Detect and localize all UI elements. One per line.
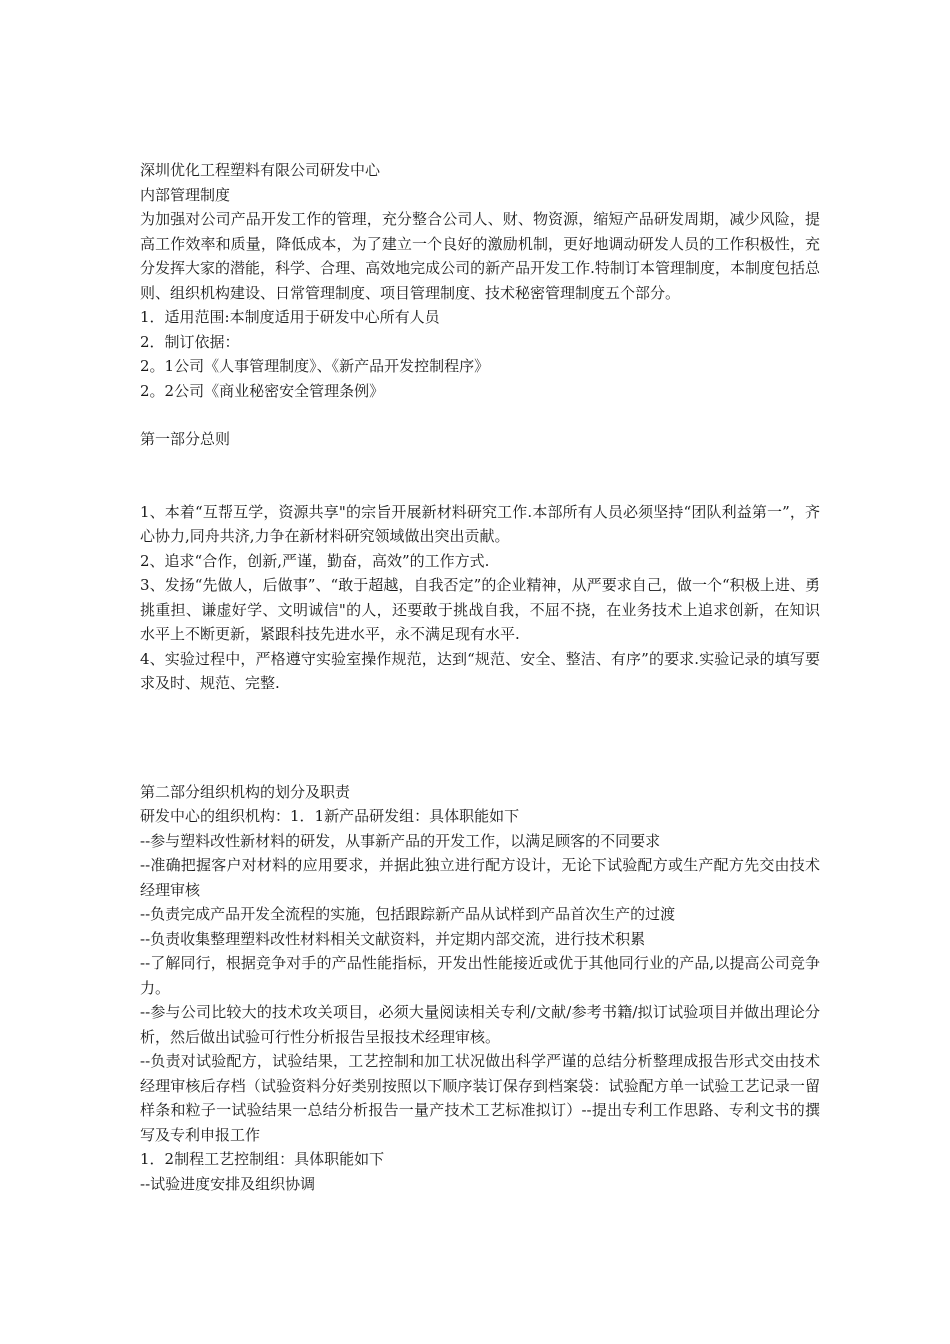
intro-paragraph: 为加强对公司产品开发工作的管理，充分整合公司人、财、物资源，缩短产品研发周期，减少风险，提高工作效率和质量，降低成本，为了建立一个良好的激励机制，更好地调动研发人员的工作积极性，充分发挥大家的潜能，科学、合理、高效地完成公司的新产品开发工作.特制订本管理制度，本制度包括总则、组织机构建设、日常管理制度、项目管理制度、技术秘密管理制度五个部分。 — [140, 210, 820, 302]
part1-item: 1、本着“互帮互学，资源共享"的宗旨开展新材料研究工作.本部所有人员必须坚持“团队利益第一”，齐心协力,同舟共济,力争在新材料研究领域做出突出贡献。 — [140, 502, 820, 545]
basis-item-2: 2。2公司《商业秘密安全管理条例》 — [140, 381, 385, 400]
part2-heading: 第二部分组织机构的划分及职责 — [140, 782, 351, 801]
group2-duty: --试验进度安排及组织协调 — [140, 1174, 316, 1193]
scope-line: 1．适用范围:本制度适用于研发中心所有人员 — [140, 308, 440, 326]
document-title: 深圳优化工程塑料有限公司研发中心 — [140, 161, 381, 179]
document-subtitle: 内部管理制度 — [140, 185, 231, 204]
duty-item: --了解同行，根据竞争对手的产品性能指标，开发出性能接近或优于其他同行业的产品,以提高公司竞争力。 — [140, 954, 820, 997]
group2-line: 1．2制程工艺控制组：具体职能如下 — [140, 1150, 385, 1168]
part1-item: 3、发扬“先做人，后做事”、“敢于超越，自我否定”的企业精神，从严要求自己，做一个“积极上进、勇挑重担、谦虚好学、文明诚信"的人，还要敢于挑战自我，不屈不挠，在业务技术上追求创新，在知识水平上不断更新，紧跟科技先进水平，永不满足现有水平. — [140, 576, 820, 643]
basis-label: 2．制订依据： — [140, 332, 240, 351]
duty-item: --准确把握客户对材料的应用要求，并据此独立进行配方设计，无论下试验配方或生产配方先交由技术经理审核 — [140, 856, 820, 899]
duty-item: --参与塑料改性新材料的研发，从事新产品的开发工作，以满足顾客的不同要求 — [140, 831, 661, 850]
duty-item: --负责收集整理塑料改性材料相关文献资料，并定期内部交流，进行技术积累 — [140, 929, 646, 948]
part1-item: 2、追求“合作，创新,严谨，勤奋，高效”的工作方式. — [140, 551, 490, 570]
part1-heading: 第一部分总则 — [140, 430, 231, 448]
document-page — [140, 158, 820, 1196]
org-line: 研发中心的组织机构：1．1新产品研发组：具体职能如下 — [140, 807, 520, 825]
part1-item: 4、实验过程中，严格遵守实验室操作规范，达到“规范、安全、整洁、有序”的要求.实验记录的填写要求及时、规范、完整. — [140, 649, 820, 692]
spacer — [140, 403, 820, 427]
spacer — [140, 696, 820, 780]
spacer — [140, 452, 820, 500]
duty-item: --负责对试验配方，试验结果，工艺控制和加工状况做出科学严谨的总结分析整理成报告形式交由技术经理审核后存档（试验资料分好类别按照以下顺序装订保存到档案袋：试验配方单一试验工艺记录一留样条和粒子一试验结果一总结分析报告一量产技术工艺标准拟订）--提出专利工作思路、专利文书的撰写及专利申报工作 — [140, 1052, 820, 1144]
duty-item: --参与公司比较大的技术攻关项目，必须大量阅读相关专利/文献/参考书籍/拟订试验项目并做出理论分析，然后做出试验可行性分析报告呈报技术经理审核。 — [140, 1003, 820, 1046]
basis-item-1: 2。1公司《人事管理制度》、《新产品开发控制程序》 — [140, 357, 490, 375]
duty-item: --负责完成产品开发全流程的实施，包括跟踪新产品从试样到产品首次生产的过渡 — [140, 905, 676, 923]
